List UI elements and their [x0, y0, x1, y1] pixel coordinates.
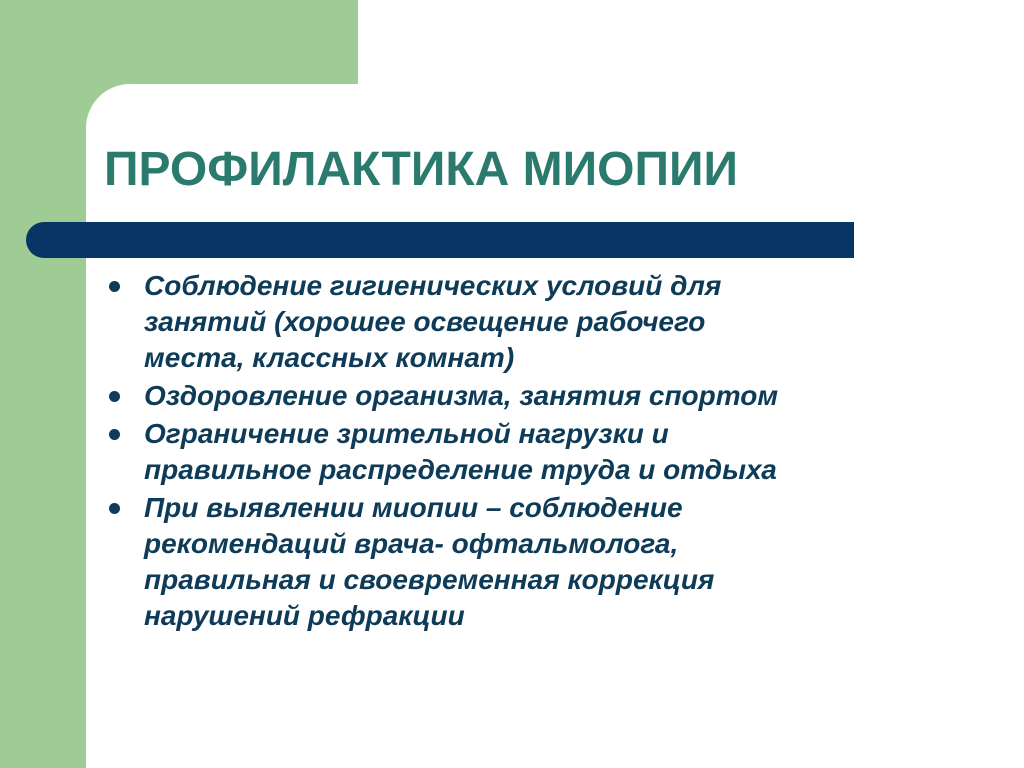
- bullet-line: правильная и своевременная коррекция: [144, 564, 715, 595]
- bullet-item: [104, 416, 894, 488]
- bullet-line: нарушений рефракции: [144, 600, 465, 631]
- bullet-dot-icon: [109, 391, 120, 402]
- title-underline-bar: [26, 222, 854, 258]
- bullet-dot-icon: [109, 281, 120, 292]
- bullet-line: Соблюдение гигиенических условий для: [144, 270, 722, 301]
- slide-title: ПРОФИЛАКТИКА МИОПИИ: [104, 143, 738, 196]
- bullet-line: места, классных комнат): [144, 342, 515, 373]
- bullet-line: Ограничение зрительной нагрузки и: [144, 418, 669, 449]
- bullet-dot-icon: [109, 503, 120, 514]
- bullet-line: рекомендаций врача- офтальмолога,: [144, 528, 679, 559]
- bullet-line: Оздоровление организма, занятия спортом: [144, 380, 779, 411]
- bullet-line: При выявлении миопии – соблюдение: [144, 492, 683, 523]
- bullet-item: [104, 490, 894, 634]
- bullet-item: [104, 378, 894, 414]
- bullet-item: [104, 268, 894, 376]
- bullet-line: правильное распределение труда и отдыха: [144, 454, 777, 485]
- bullet-dot-icon: [109, 429, 120, 440]
- bullet-list: [104, 268, 894, 636]
- bullet-line: занятий (хорошее освещение рабочего: [144, 306, 706, 337]
